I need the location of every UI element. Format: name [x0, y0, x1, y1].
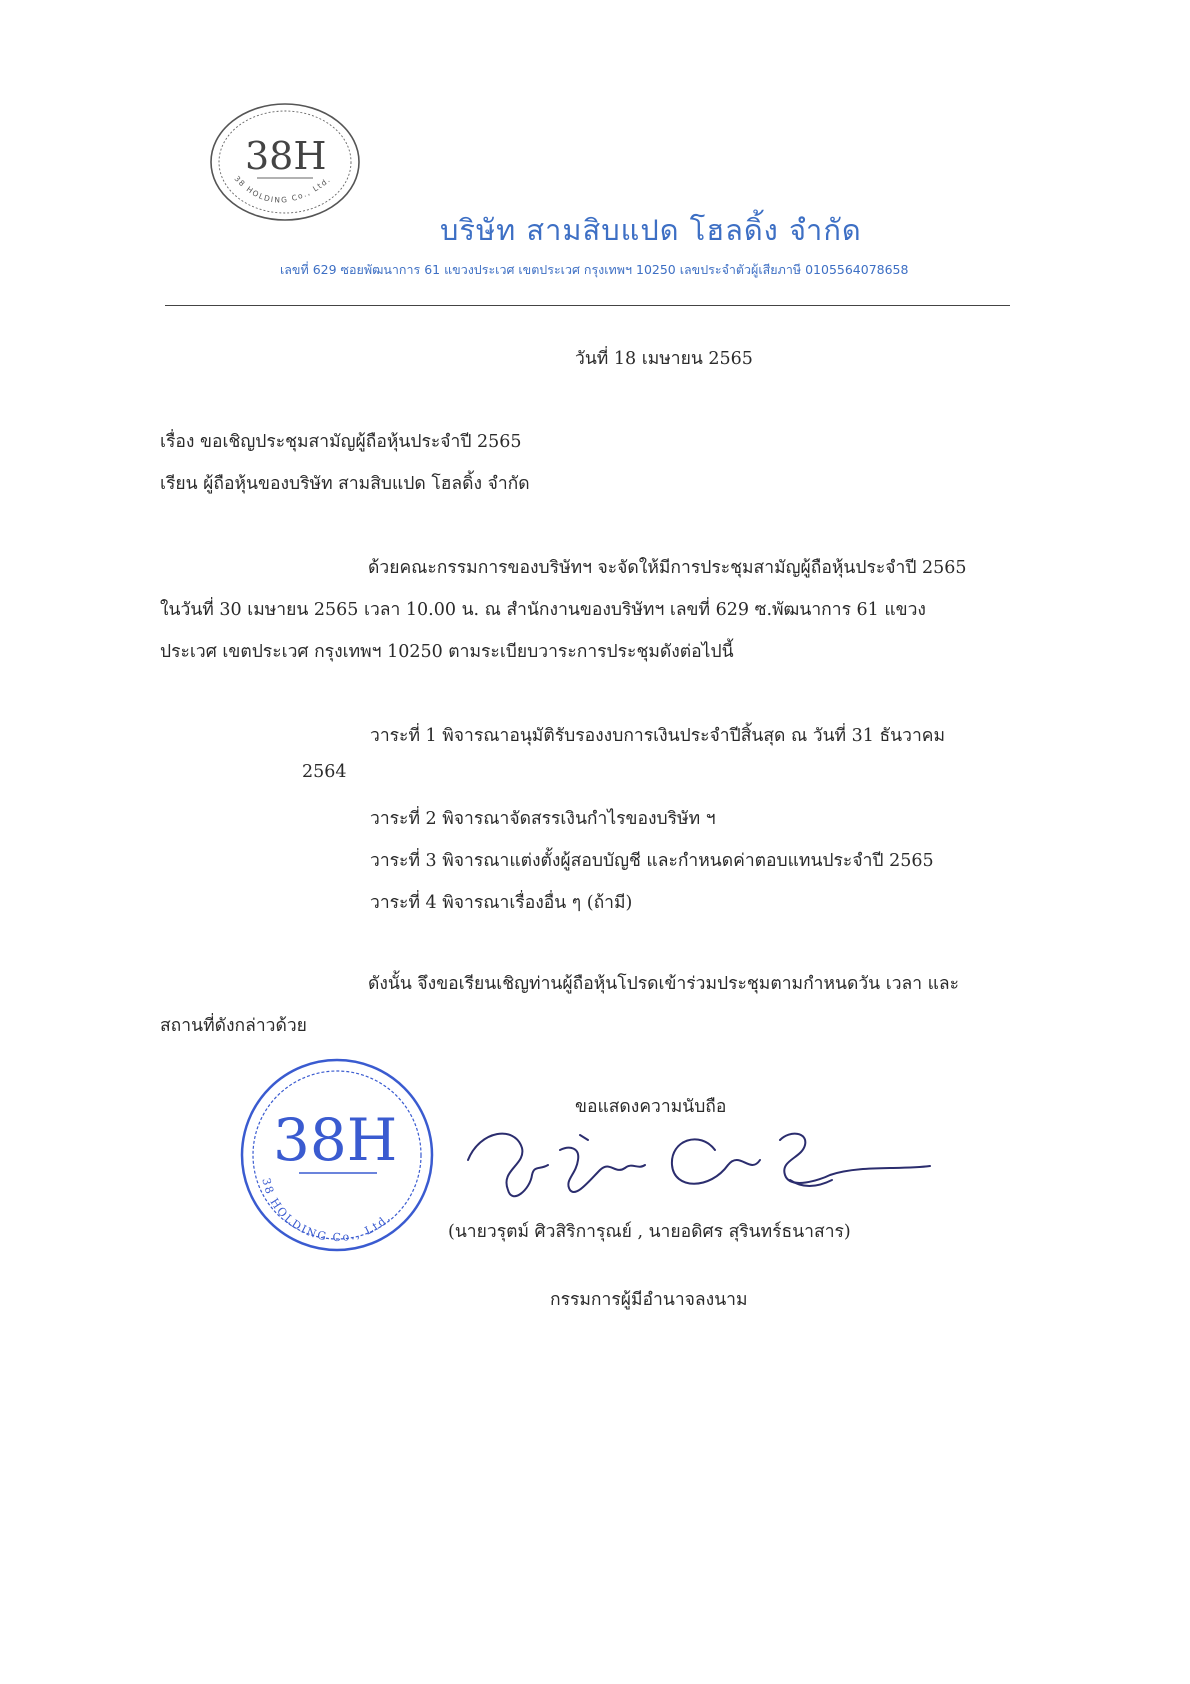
- agenda-item-2: วาระที่ 2 พิจารณาจัดสรรเงินกำไรของบริษัท ฯ: [370, 809, 716, 829]
- body-line: ในวันที่ 30 เมษายน 2565 เวลา 10.00 น. ณ สำนักงานของบริษัทฯ เลขที่ 629 ซ.พัฒนาการ 61 แขวง: [160, 600, 926, 620]
- company-name: บริษัท สามสิบแปด โฮลดิ้ง จำกัด: [440, 213, 862, 247]
- closing-line: ดังนั้น จึงขอเรียนเชิญท่านผู้ถือหุ้นโปรดเข้าร่วมประชุมตามกำหนดวัน เวลา และ: [368, 974, 960, 994]
- agenda-item-3: วาระที่ 3 พิจารณาแต่งตั้งผู้สอบบัญชี และกำหนดค่าตอบแทนประจำปี 2565: [370, 851, 934, 871]
- company-address: เลขที่ 629 ซอยพัฒนาการ 61 แขวงประเวศ เขตประเวศ กรุงเทพฯ 10250 เลขประจำตัวผู้เสียภาษี 0105564078658: [280, 262, 909, 277]
- header-divider: [165, 305, 1010, 306]
- logo-ring-text: 38 HOLDING Co., Ltd.: [232, 174, 333, 205]
- closing-line: สถานที่ดังกล่าวด้วย: [160, 1016, 307, 1036]
- body-line: ประเวศ เขตประเวศ กรุงเทพฯ 10250 ตามระเบียบวาระการประชุมดังต่อไปนี้: [160, 642, 734, 662]
- company-logo: [205, 98, 365, 228]
- letter-recipient: เรียน ผู้ถือหุ้นของบริษัท สามสิบแปด โฮลดิ้ง จำกัด: [160, 474, 530, 494]
- svg-text:38 HOLDING Co., Ltd.: [259, 1177, 394, 1244]
- letter-date: วันที่ 18 เมษายน 2565: [575, 349, 753, 369]
- agenda-item-4: วาระที่ 4 พิจารณาเรื่องอื่น ๆ (ถ้ามี): [370, 893, 633, 913]
- svg-text:38 HOLDING Co., Ltd.: [233, 174, 333, 205]
- signer-names: (นายวรุตม์ ศิวสิริการุณย์ , นายอดิศร สุรินทร์ธนาสาร): [448, 1222, 851, 1242]
- signer-title: กรรมการผู้มีอำนาจลงนาม: [550, 1290, 748, 1310]
- handwritten-signatures: [460, 1120, 940, 1210]
- regards: ขอแสดงความนับถือ: [575, 1097, 727, 1117]
- stamp-text: 38H: [273, 1106, 398, 1174]
- agenda-item-1-continuation: 2564: [302, 762, 347, 782]
- agenda-item-1: วาระที่ 1 พิจารณาอนุมัติรับรองงบการเงินประจำปีสิ้นสุด ณ วันที่ 31 ธันวาคม: [370, 726, 946, 746]
- logo-text: 38H: [245, 134, 327, 178]
- company-stamp: [237, 1055, 437, 1255]
- letter-subject: เรื่อง ขอเชิญประชุมสามัญผู้ถือหุ้นประจำปี 2565: [160, 432, 522, 452]
- body-line: ด้วยคณะกรรมการของบริษัทฯ จะจัดให้มีการประชุมสามัญผู้ถือหุ้นประจำปี 2565: [368, 558, 967, 578]
- stamp-ring-text: 38 HOLDING Co., Ltd.: [259, 1176, 395, 1245]
